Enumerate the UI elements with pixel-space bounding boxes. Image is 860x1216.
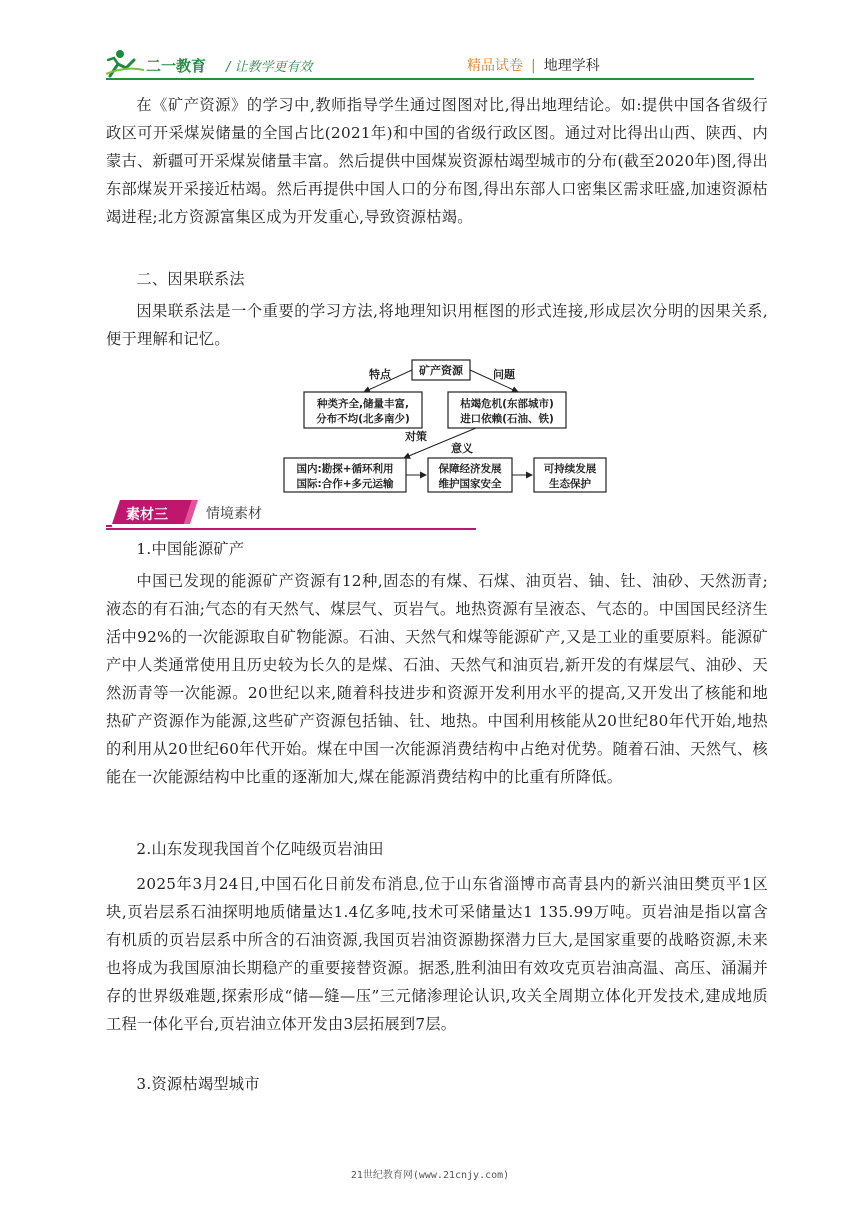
diagram-label-features: 特点 [369, 368, 391, 381]
diagram-measures-line1: 国内:勘探+循环利用 [296, 463, 394, 475]
header-divider [106, 78, 754, 80]
diagram-label-measures: 对策 [405, 430, 427, 443]
diagram-goal-line2: 生态保护 [549, 478, 591, 490]
item2-title: 2.山东发现我国首个亿吨级页岩油田 [136, 840, 384, 858]
diagram-problems-line2: 进口依赖(石油、铁) [460, 413, 554, 425]
section-subtitle: 情境素材 [206, 506, 262, 522]
header-right [467, 55, 600, 75]
logo-text: 二一教育 [146, 57, 207, 75]
header-separator: | [531, 58, 536, 74]
diagram-features-line2: 分布不均(北多南少) [316, 413, 410, 425]
section2-text: 因果联系法是一个重要的学习方法,将地理知识用框图的形式连接,形成层次分明的因果关系,便于理解和记忆。 [106, 302, 768, 348]
item1-title: 1.中国能源矿产 [136, 540, 245, 558]
diagram-center-label: 矿产资源 [419, 364, 463, 377]
diagram-goal-line1: 可持续发展 [543, 463, 597, 475]
diagram-measures-line2: 国际:合作+多元运输 [296, 478, 394, 490]
diagram-problems-line1: 枯竭危机(东部城市) [460, 398, 554, 410]
header-subject: 地理学科 [543, 58, 600, 74]
intro-paragraph: 在《矿产资源》的学习中,教师指导学生通过图图对比,得出地理结论。如:提供中国各省级行政区可开采煤炭储量的全国占比(2021年)和中国的省级行政区图。通过对比得出山西、陕西、内蒙古、新疆可开采煤炭储量丰富。然后提供中国煤炭资源枯竭型城市的分布(截至2020年)图,得出东部煤炭开采接近枯竭。然后再提供中国人口的分布图,得出东部人口密集区需求旺盛,加速资源枯竭进程;北方资源富集区成为开发重心,导致资源枯竭。 [106, 96, 768, 226]
item2-text: 2025年3月24日,中国石化日前发布消息,位于山东省淄博市高青县内的新兴油田樊页平1区块,页岩层系石油探明地质储量达1.4亿多吨,技术可采储量达1 135.99万吨。页岩油是指以富含有机质的页岩层系中所含的石油资源,我国页岩油资源勘探潜力巨大,是国家重要的战略资源,未来也将成为我国原油长期稳产的重要接替资源。据悉,胜利油田有效攻克页岩油高温、高压、涌漏并存的世界级难题,探索形成“储—缝—压”三元储渗理论认识,攻关全周期立体化开发技术,建成地质工程一体化平台,页岩油立体开发由3层拓展到7层。 [106, 875, 768, 1033]
item1-text: 中国已发现的能源矿产资源有12种,固态的有煤、石煤、油页岩、铀、钍、油砂、天然沥青;液态的有石油;气态的有天然气、煤层气、页岩气。地热资源有呈液态、气态的。中国国民经济生活中92%的一次能源取自矿物能源。石油、天然气和煤等能源矿产,又是工业的重要原料。能源矿产中人类通常使用且历史较为长久的是煤、石油、天然气和油页岩,新开发的有煤层气、油砂、天然沥青等一次能源。20世纪以来,随着科技进步和资源开发利用水平的提高,又开发出了核能和地热矿产资源作为能源,这些矿产资源包括铀、钍、地热。中国利用核能从20世纪80年代开始,地热的利用从20世纪60年代开始。煤在中国一次能源消费结构中占绝对优势。随着石油、天然气、核能在一次能源结构中比重的逐渐加大,煤在能源消费结构中的比重有所降低。 [106, 572, 768, 786]
item3-title: 3.资源枯竭型城市 [136, 1075, 260, 1093]
diagram-features-line1: 种类齐全,储量丰富, [317, 398, 409, 410]
page-footer: 21世纪教育网(www.21cnjy.com) [350, 1170, 510, 1181]
page-header [0, 0, 860, 80]
diagram-label-meaning: 意义 [451, 442, 473, 455]
cause-effect-diagram [276, 356, 614, 496]
diagram-meaning-line2: 维护国家安全 [438, 478, 502, 490]
diagram-meaning-line1: 保障经济发展 [438, 463, 502, 475]
section-badge: 素材三 [126, 507, 168, 523]
diagram-label-problems: 问题 [493, 368, 515, 381]
header-tag: 精品试卷 [467, 58, 523, 74]
section2-title: 二、因果联系法 [136, 270, 245, 288]
header-slogan: / 让教学更有效 [226, 60, 313, 75]
